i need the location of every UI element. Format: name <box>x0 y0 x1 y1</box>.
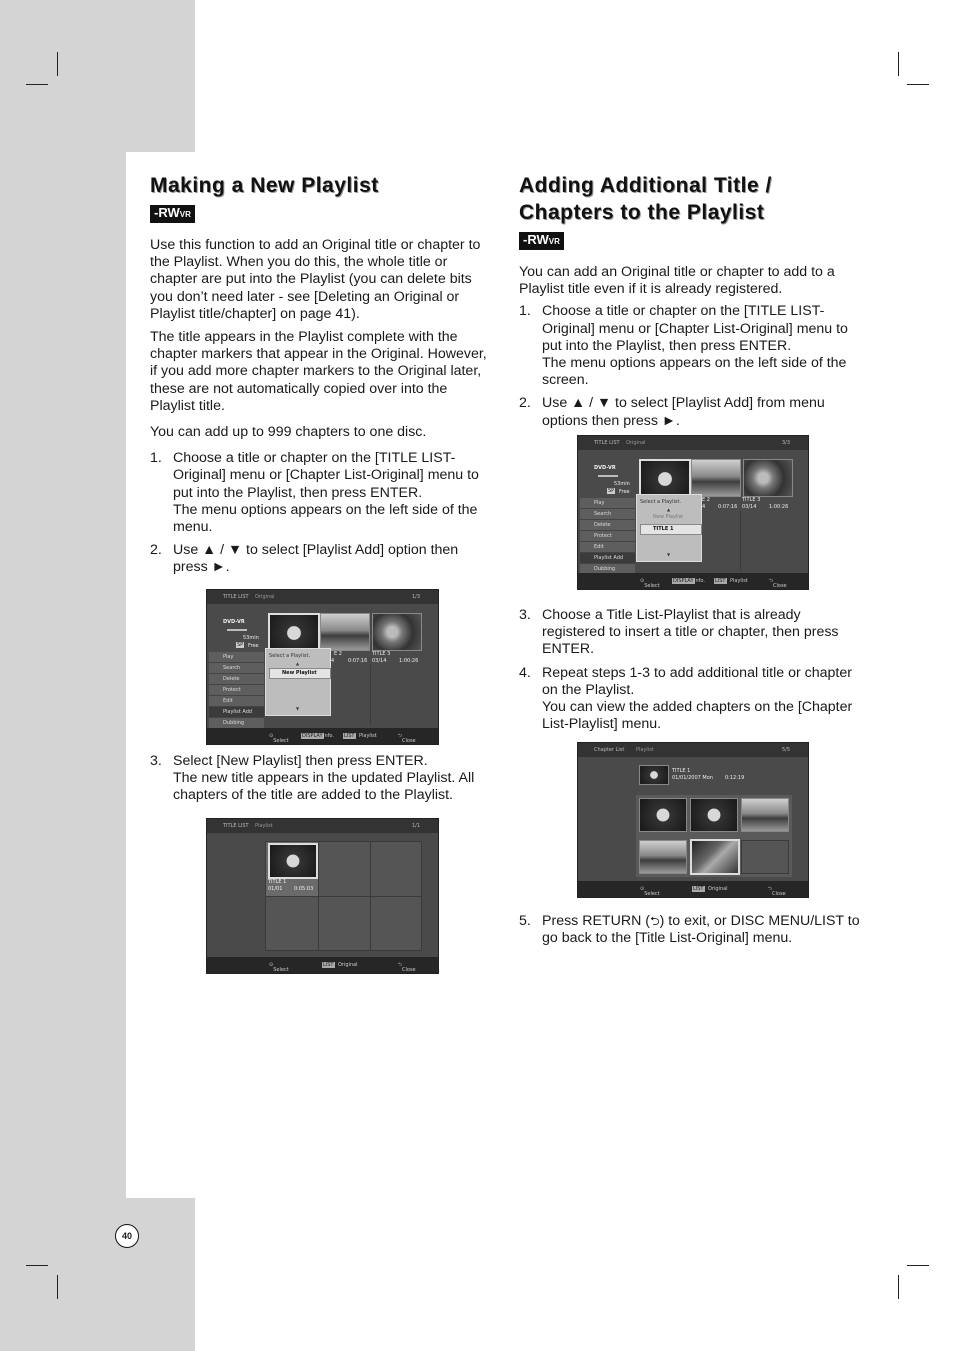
screenshot-title-list-playlist <box>206 818 439 974</box>
rw-vr-badge <box>150 205 195 223</box>
step-number: 2. <box>150 542 162 559</box>
title-3-label: TITLE 3 <box>742 497 761 503</box>
badge-main: -RW <box>154 205 180 220</box>
footer-info: Info. <box>694 578 705 584</box>
sp-mode: SP <box>608 488 615 494</box>
chapter-thumbnail-4[interactable] <box>639 840 687 874</box>
down-arrow-icon: ▼ <box>296 706 300 711</box>
footer-select-label: Select <box>644 583 660 589</box>
page-number: 40 <box>115 1224 139 1248</box>
header-subtitle: Original <box>255 594 275 600</box>
title-3-label: TITLE 3 <box>372 651 391 657</box>
header-subtitle: Playlist <box>636 747 654 753</box>
intro-paragraph: You can add an Original title or chapter to add to a Playlist title even if it is already registered. <box>519 264 835 298</box>
screen-header <box>207 819 438 833</box>
footer-select-label: Select <box>273 967 289 973</box>
title-3-length: 1:00:26 <box>769 504 789 510</box>
grid-cell <box>265 896 319 951</box>
thumbnail-title-3[interactable] <box>372 613 422 651</box>
title-2-length: 0:07:16 <box>718 504 738 510</box>
step-note: You can view the added chapters on the [Chapter List-Playlist] menu. <box>542 699 853 733</box>
step-4 <box>519 665 864 734</box>
options-menu[interactable] <box>580 498 635 575</box>
crop-mark <box>898 52 899 76</box>
screenshot-title-list-original <box>206 589 439 745</box>
step-note: The menu options appears on the left side of the menu. <box>173 501 478 536</box>
title-2-date: 4 <box>331 658 335 664</box>
crop-mark <box>57 52 58 76</box>
header-subtitle: Playlist <box>255 823 273 829</box>
step-text: Use ▲ / ▼ to select [Playlist Add] from menu options then press ►. <box>542 395 825 429</box>
step-3 <box>519 607 864 659</box>
steps-list-continued <box>150 753 496 805</box>
badge-sub: VR <box>179 210 191 219</box>
steps-list <box>150 450 496 576</box>
step-2 <box>519 395 864 429</box>
footer-original: Original <box>338 962 358 968</box>
capacity-bar <box>598 475 618 477</box>
grid-cell <box>370 841 422 897</box>
step-2 <box>150 542 496 576</box>
header-page: 5/5 <box>781 747 790 753</box>
menu-item-protect[interactable]: Protect <box>580 531 635 542</box>
steps-list-continued <box>519 607 864 733</box>
title-3-date: 03/14 <box>372 658 387 664</box>
step-note: The new title appears in the updated Playlist. All chapters of the title are added to the Playlist. <box>173 770 475 804</box>
disc-type: DVD-VR <box>223 619 245 625</box>
free-label: Free <box>248 643 259 649</box>
thumbnail-title-1[interactable] <box>268 613 320 653</box>
step-text-b: ) to exit, or DISC MENU/LIST to go back to the [Title List-Original] menu. <box>542 913 860 947</box>
step-text-a: Press RETURN ( <box>542 913 650 929</box>
title-line-1: Adding Additional Title / <box>519 174 772 197</box>
footer-select-label: Select <box>273 738 289 744</box>
footer-info: Info. <box>323 733 334 739</box>
select-playlist-popup <box>265 648 331 716</box>
footer-close: ⮌ Close <box>398 733 416 744</box>
right-column <box>519 172 864 430</box>
step-text: Choose a title or chapter on the [TITLE LIST-Original] menu or [Chapter List-Original] menu to put into the Playlist, then press ENTER. <box>542 303 848 354</box>
step-note: The menu options appears on the left side of the screen. <box>542 355 847 389</box>
footer-close-label: Close <box>402 738 416 744</box>
options-menu[interactable] <box>209 652 264 729</box>
menu-item-protect[interactable]: Protect <box>209 685 264 696</box>
menu-item-play[interactable]: Play <box>209 652 264 663</box>
crop-mark <box>57 1275 58 1299</box>
crop-mark <box>898 1275 899 1299</box>
step-number: 4. <box>519 664 531 681</box>
step-3 <box>150 753 496 805</box>
footer-list-key: LIST <box>715 578 726 584</box>
up-arrow-icon: ▲ <box>667 507 671 512</box>
title-1-label: TITLE 1 <box>672 768 691 774</box>
footer-select: ⊙ Select <box>269 733 289 744</box>
grid-divider <box>370 665 371 725</box>
step-number: 3. <box>519 607 531 623</box>
down-arrow-icon: ▼ <box>667 552 671 557</box>
up-arrow-icon: ▲ <box>296 661 300 666</box>
step-text: Repeat steps 1-3 to add additional title or chapter on the Playlist. <box>542 664 852 698</box>
grid-divider <box>740 511 741 571</box>
footer-playlist: Playlist <box>730 578 748 584</box>
intro-paragraph: Use this function to add an Original title or chapter to the Playlist. When you do this, the whole title or chapter are put into the Playlist (you can delete bits you don’t need later - see [Deleting an Original or Playlist title/chapter] on page 41). <box>150 237 481 322</box>
capacity-bar <box>227 629 247 631</box>
sidebar-left <box>0 152 126 1198</box>
step-text: Select [New Playlist] then press ENTER. <box>173 753 428 769</box>
menu-item-edit[interactable]: Edit <box>580 542 635 553</box>
footer-list-key: LIST <box>693 886 704 892</box>
step-5 <box>519 913 864 947</box>
header-title: TITLE LIST <box>223 594 249 600</box>
title-1-length: 0:12:19 <box>725 775 745 781</box>
thumbnail-title-1[interactable] <box>639 459 691 499</box>
popup-option-title-1[interactable]: TITLE 1 <box>640 524 702 535</box>
step-1 <box>519 303 864 389</box>
chapter-thumbnail-1[interactable] <box>639 798 687 832</box>
chapter-thumbnail-3[interactable] <box>741 798 789 832</box>
free-label: Free <box>619 489 630 495</box>
title-2-label: E 2 <box>334 651 342 657</box>
footer-close-label: Close <box>772 891 786 897</box>
section-title-new-playlist: Making a New Playlist <box>150 174 379 197</box>
popup-option-new-playlist[interactable]: New Playlist <box>653 514 684 520</box>
title-3-date: 03/14 <box>742 504 757 510</box>
empty-chapter-cell <box>741 840 789 874</box>
grid-cell <box>318 841 371 897</box>
header-title: TITLE LIST <box>594 440 620 446</box>
step-text: Use ▲ / ▼ to select [Playlist Add] option then press ►. <box>173 542 459 576</box>
step-number: 1. <box>150 450 162 467</box>
screen-footer <box>207 728 438 744</box>
sidebar-bottom <box>0 1198 195 1351</box>
menu-item-search[interactable]: Search <box>209 663 264 674</box>
footer-list-key: LIST <box>323 962 334 968</box>
sidebar-top <box>0 0 195 152</box>
left-column <box>150 172 496 577</box>
menu-item-dubbing[interactable]: Dubbing <box>580 564 635 575</box>
menu-item-search[interactable]: Search <box>580 509 635 520</box>
remaining-time: 53min <box>614 481 630 487</box>
disc-type: DVD-VR <box>594 465 616 471</box>
footer-select: ⊙ Select <box>640 886 660 897</box>
chapter-thumbnail-2[interactable] <box>690 798 738 832</box>
footer-original: Original <box>708 886 728 892</box>
title-1-length: 0:05:03 <box>294 886 314 892</box>
screen-footer <box>207 957 438 973</box>
badge-sub: VR <box>548 237 560 246</box>
title-3-length: 1:00:26 <box>399 658 419 664</box>
menu-item-play[interactable]: Play <box>580 498 635 509</box>
popup-title: Select a Playlist. <box>640 499 682 505</box>
crop-mark <box>907 84 929 85</box>
title-line-2: Chapters to the Playlist <box>519 201 765 224</box>
thumbnail-title-2[interactable] <box>691 459 741 497</box>
screen-footer <box>578 881 808 897</box>
crop-mark <box>26 1265 48 1266</box>
menu-item-delete[interactable]: Delete <box>580 520 635 531</box>
menu-item-playlist-add[interactable]: Playlist Add <box>580 553 635 564</box>
section-title-adding-additional <box>519 172 864 226</box>
thumbnail-title-1[interactable] <box>268 843 318 879</box>
menu-item-dubbing[interactable]: Dubbing <box>209 718 264 729</box>
badge-main: -RW <box>523 232 549 247</box>
title-1-label: TITLE 1 <box>268 879 287 885</box>
sp-mode: SP <box>237 642 244 648</box>
header-title: TITLE LIST <box>223 823 249 829</box>
header-page: 1/1 <box>411 823 420 829</box>
title-1-date: 01/01 <box>268 886 283 892</box>
footer-close: ⮌ Close <box>398 962 416 973</box>
footer-close: ⮌ Close <box>769 578 787 589</box>
title-1-date: 01/01/2007 Mon <box>672 775 713 781</box>
menu-item-edit[interactable]: Edit <box>209 696 264 707</box>
rw-vr-badge <box>519 232 564 250</box>
menu-item-delete[interactable]: Delete <box>209 674 264 685</box>
footer-close: ⮌ Close <box>768 886 786 897</box>
header-title: Chapter List <box>594 747 625 753</box>
footer-display-key: DISPLAY <box>302 733 323 739</box>
step-number: 2. <box>519 395 531 412</box>
popup-title: Select a Playlist. <box>269 653 311 659</box>
footer-close-label: Close <box>773 583 787 589</box>
footer-display-key: DISPLAY <box>673 578 694 584</box>
step-number: 3. <box>150 753 162 769</box>
footer-select: ⊙ Select <box>269 962 289 973</box>
step-number: 5. <box>519 913 531 929</box>
screen-header <box>578 436 808 450</box>
thumbnail-title-3[interactable] <box>743 459 793 497</box>
header-page: 1/3 <box>411 594 420 600</box>
screen-footer <box>578 573 808 589</box>
title-thumbnail <box>639 765 669 785</box>
grid-cell <box>370 896 422 951</box>
title-2-label: E 2 <box>702 497 710 503</box>
footer-close-label: Close <box>402 967 416 973</box>
step-1 <box>150 450 496 536</box>
step-number: 1. <box>519 303 531 320</box>
grid-cell <box>318 896 371 951</box>
return-icon: ⮌ <box>650 914 660 928</box>
menu-item-playlist-add[interactable]: Playlist Add <box>209 707 264 718</box>
steps-list <box>519 303 864 429</box>
header-subtitle: Original <box>626 440 646 446</box>
header-page: 3/3 <box>781 440 790 446</box>
footer-playlist: Playlist <box>359 733 377 739</box>
select-playlist-popup <box>636 494 702 562</box>
thumbnail-title-2[interactable] <box>320 613 370 651</box>
chapter-limit-paragraph: You can add up to 999 chapters to one disc. <box>150 424 427 441</box>
chapter-markers-paragraph: The title appears in the Playlist complete with the chapter markers that appear in the Original. However, if you add more chapter markers to the Original later, these are not automatically copied over into the Playlist title. <box>150 329 487 414</box>
footer-list-key: LIST <box>344 733 355 739</box>
popup-option-new-playlist[interactable]: New Playlist <box>269 668 331 679</box>
crop-mark <box>26 84 48 85</box>
title-2-date: 4 <box>702 504 706 510</box>
title-2-length: 0:07:16 <box>348 658 368 664</box>
step-text: Choose a title or chapter on the [TITLE LIST-Original] menu or [Chapter List-Original] menu to put into the Playlist, then press ENTER. <box>173 450 479 501</box>
crop-mark <box>907 1265 929 1266</box>
chapter-thumbnail-5[interactable] <box>690 839 740 875</box>
steps-list-final <box>519 913 864 947</box>
remaining-time: 53min <box>243 635 259 641</box>
step-text: Choose a Title List-Playlist that is already registered to insert a title or chapter, then press ENTER. <box>542 607 839 658</box>
screen-header <box>578 743 808 757</box>
footer-select-label: Select <box>644 891 660 897</box>
screen-header <box>207 590 438 604</box>
screenshot-add-to-playlist <box>577 435 809 590</box>
footer-select: ⊙ Select <box>640 578 660 589</box>
screenshot-chapter-list-playlist <box>577 742 809 898</box>
